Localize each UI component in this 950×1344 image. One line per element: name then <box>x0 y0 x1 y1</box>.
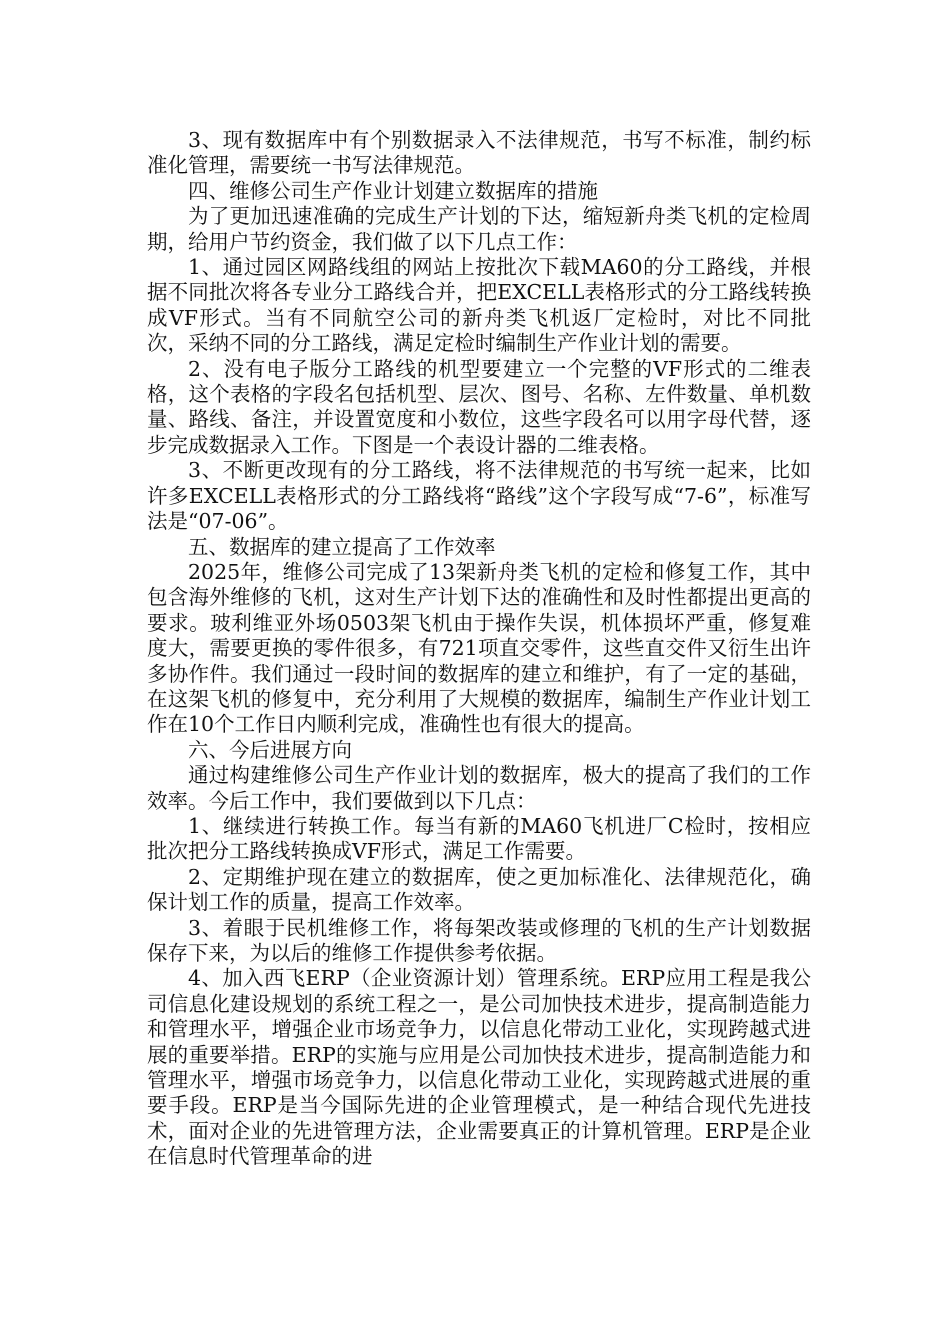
paragraph-9: 2、定期维护现在建立的数据库，使之更加标准化、法律规范化，确保计划工作的质量，提高工作效率。 <box>147 864 811 915</box>
paragraph-3: 1、通过园区网路线组的网站上按批次下载MA60的分工路线，并根据不同批次将各专业分工路线合并，把EXCELL表格形式的分工路线转换成VF形式。当有不同航空公司的新舟类飞机返厂定检时，对比不同批次，采纳不同的分工路线，满足定检时编制生产作业计划的需要。 <box>147 255 811 356</box>
paragraph-2: 为了更加迅速准确的完成生产计划的下达，缩短新舟类飞机的定检周期，给用户节约资金，我们做了以下几点工作： <box>147 204 811 254</box>
paragraph-6: 2025年，维修公司完成了13架新舟类飞机的定检和修复工作，其中包含海外维修的飞机，这对生产计划下达的准确性和及时性都提出更高的要求。玻利维亚外场0503架飞机由于操作失误，机体损坏严重，修复难度大，需要更换的零件很多，有721项直交零件，这些直交件又衍生出许多协作件。我们通过一段时间的数据库的建立和维护，有了一定的基础，在这架飞机的修复中，充分利用了大规模的数据库，编制生产作业计划工作在10个工作日内顺利完成，准确性也有很大的提高。 <box>147 559 811 737</box>
paragraph-8: 1、继续进行转换工作。每当有新的MA60飞机进厂C检时，按相应批次把分工路线转换成VF形式，满足工作需要。 <box>147 813 811 864</box>
document-body <box>147 128 811 1170</box>
paragraph-1: 3、现有数据库中有个别数据录入不法律规范，书写不标准，制约标准化管理，需要统一书写法律规范。 <box>147 128 811 178</box>
paragraph-11: 4、加入西飞ERP（企业资源计划）管理系统。ERP应用工程是我公司信息化建设规划的系统工程之一，是公司加快技术进步，提高制造能力和管理水平，增强企业市场竞争力，以信息化带动工业化，实现跨越式进展的重要举措。ERP的实施与应用是公司加快技术进步，提高制造能力和管理水平，增强市场竞争力，以信息化带动工业化，实现跨越式进展的重要手段。ERP是当今国际先进的企业管理模式，是一种结合现代先进技术，面对企业的先进管理方法，企业需要真正的计算机管理。ERP是企业在信息时代管理革命的进 <box>147 966 811 1169</box>
paragraph-5: 3、不断更改现有的分工路线，将不法律规范的书写统一起来，比如许多EXCELL表格形式的分工路线将“路线”这个字段写成“7-6”，标准写法是“07-06”。 <box>147 458 811 534</box>
section-heading-5: 五、数据库的建立提高了工作效率 <box>188 534 496 559</box>
paragraph-7: 通过构建维修公司生产作业计划的数据库，极大的提高了我们的工作效率。今后工作中，我们要做到以下几点： <box>147 763 811 813</box>
paragraph-4: 2、没有电子版分工路线的机型要建立一个完整的VF形式的二维表格，这个表格的字段名包括机型、层次、图号、名称、左件数量、单机数量、路线、备注，并设置宽度和小数位，这些字段名可以用字母代替，逐步完成数据录入工作。下图是一个表设计器的二维表格。 <box>147 356 811 457</box>
section-heading-4: 四、维修公司生产作业计划建立数据库的措施 <box>188 178 598 203</box>
section-heading-6: 六、今后进展方向 <box>188 737 352 762</box>
paragraph-10: 3、着眼于民机维修工作，将每架改装或修理的飞机的生产计划数据保存下来，为以后的维修工作提供参考依据。 <box>147 915 811 965</box>
